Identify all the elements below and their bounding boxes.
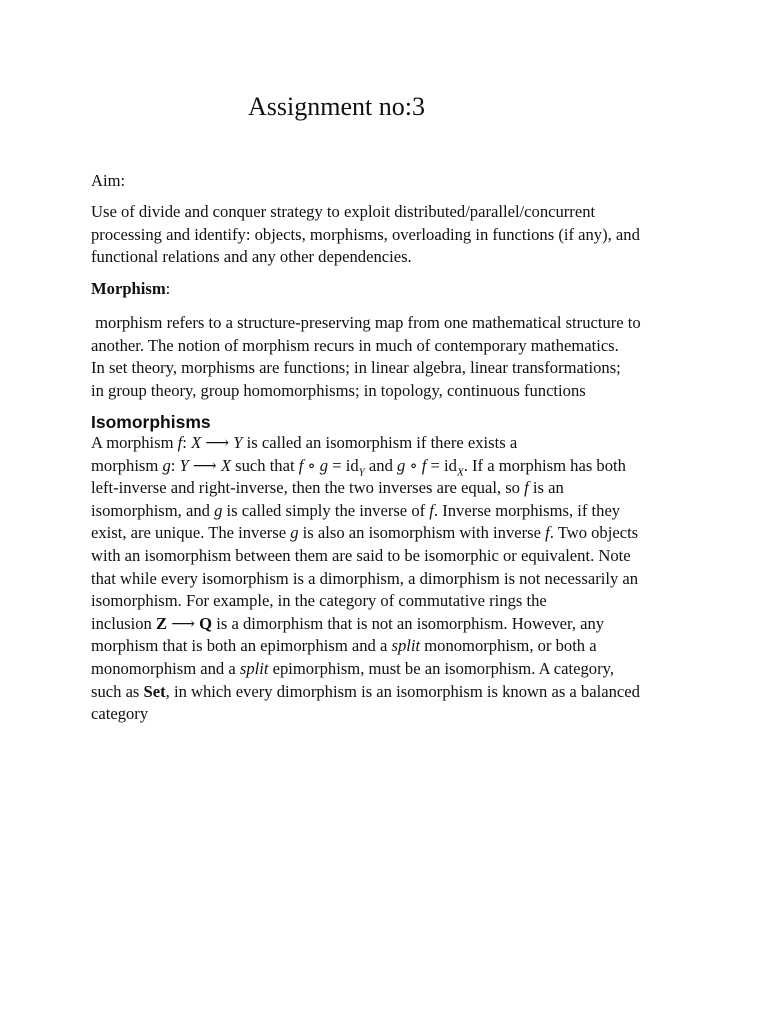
- text-run: is a dimorphism that is not an isomorphism. However, any: [212, 613, 605, 633]
- text-run: exist, are unique. The inverse: [91, 523, 291, 543]
- text-run: f: [298, 455, 304, 475]
- isomorphisms-line: [91, 500, 691, 523]
- isomorphisms-line: [91, 681, 691, 704]
- isomorphisms-line: [91, 613, 691, 636]
- text-run: is called simply the inverse of: [222, 500, 430, 520]
- text-run: monomorphism, or both a: [420, 636, 597, 656]
- text-run: left-inverse and right-inverse, then the two inverses are equal, so: [91, 478, 525, 498]
- text-run: f: [429, 500, 434, 520]
- text-run: morphism that is both an epimorphism and a: [91, 636, 392, 656]
- text-run: . Two objects: [549, 523, 639, 543]
- text-run: Set: [143, 681, 166, 701]
- text-run: category: [91, 704, 149, 724]
- morphism-line: In set theory, morphisms are functions; in linear algebra, linear transformations;: [91, 358, 621, 378]
- text-run: Q: [199, 613, 213, 633]
- morphism-line: another. The notion of morphism recurs in much of contemporary mathematics.: [91, 335, 619, 355]
- text-run: morphism: [91, 455, 163, 475]
- text-run: Y: [233, 433, 243, 452]
- isomorphisms-line: [91, 635, 691, 658]
- text-run: g: [397, 455, 406, 475]
- text-run: that while every isomorphism is a dimorphism, a dimorphism is not necessarily an: [91, 568, 639, 588]
- morphism-heading-text: Morphism: [91, 279, 166, 298]
- text-run: f: [177, 433, 183, 452]
- isomorphisms-heading: Isomorphisms: [91, 412, 211, 432]
- text-run: f: [421, 455, 427, 475]
- isomorphisms-paragraph: [91, 432, 691, 726]
- text-run: :: [182, 433, 192, 452]
- text-run: ∘: [405, 455, 422, 475]
- text-run: such that: [230, 455, 299, 475]
- text-run: ⟶: [188, 455, 221, 475]
- isomorphisms-line: [91, 477, 691, 500]
- text-run: . Inverse morphisms, if they: [433, 500, 621, 520]
- isomorphisms-line: [91, 432, 691, 455]
- text-run: split: [239, 658, 269, 678]
- text-run: ∘: [303, 455, 320, 475]
- text-run: split: [391, 636, 421, 656]
- aim-label: Aim:: [91, 171, 126, 190]
- text-run: isomorphism. For example, in the category of commutative rings the: [91, 591, 547, 611]
- aim-paragraph: [91, 201, 691, 269]
- page-title: Assignment no:3: [248, 92, 425, 121]
- isomorphisms-line: [91, 658, 691, 681]
- text-run: g: [290, 523, 299, 543]
- text-run: epimorphism, must be an isomorphism. A category,: [268, 658, 614, 678]
- isomorphisms-line: [91, 590, 691, 613]
- text-run: f: [545, 523, 550, 543]
- text-run: Z: [156, 613, 168, 633]
- isomorphisms-line: [91, 545, 691, 568]
- text-run: g: [214, 500, 223, 520]
- text-run: f: [524, 478, 529, 498]
- text-run: inclusion: [91, 613, 156, 633]
- text-run: X: [191, 433, 202, 452]
- morphism-paragraph: [91, 312, 691, 402]
- text-run: Y: [179, 455, 189, 475]
- aim-line: functional relations and any other dependencies.: [91, 247, 412, 267]
- text-run: and: [364, 455, 398, 475]
- aim-line: processing and identify: objects, morphisms, overloading in functions (if any), and: [91, 224, 640, 244]
- text-run: monomorphism and a: [91, 658, 240, 678]
- text-run: g: [319, 455, 329, 475]
- text-run: = id: [426, 455, 457, 475]
- isomorphisms-line: [91, 703, 691, 726]
- text-run: is called an isomorphism if there exists a: [242, 433, 518, 452]
- isomorphisms-line: [91, 455, 691, 478]
- isomorphisms-line: [91, 522, 691, 545]
- text-run: , in which every dimorphism is an isomorphism is known as a balanced: [165, 681, 640, 701]
- morphism-heading: Morphism:: [91, 279, 171, 298]
- text-run: g: [162, 455, 171, 475]
- text-run: with an isomorphism between them are said to be isomorphic or equivalent. Note: [91, 545, 631, 565]
- text-run: such as: [91, 681, 144, 701]
- morphism-line: in group theory, group homomorphisms; in topology, continuous functions: [91, 380, 586, 400]
- text-run: A morphism: [91, 433, 178, 452]
- text-run: . If a morphism has both: [463, 455, 626, 475]
- text-run: :: [170, 455, 180, 475]
- morphism-line: morphism refers to a structure-preserving map from one mathematical structure to: [91, 313, 641, 332]
- text-run: X: [220, 455, 231, 475]
- text-run: is also an isomorphism with inverse: [298, 523, 546, 543]
- text-run: isomorphism, and: [91, 500, 215, 520]
- text-run: ⟶: [201, 433, 234, 452]
- isomorphisms-line: [91, 568, 691, 591]
- text-run: X: [456, 465, 464, 478]
- text-run: = id: [328, 455, 359, 475]
- text-run: ⟶: [167, 613, 200, 633]
- text-run: is an: [528, 478, 564, 498]
- text-run: Y: [358, 465, 365, 478]
- aim-line: Use of divide and conquer strategy to exploit distributed/parallel/concurrent: [91, 202, 596, 221]
